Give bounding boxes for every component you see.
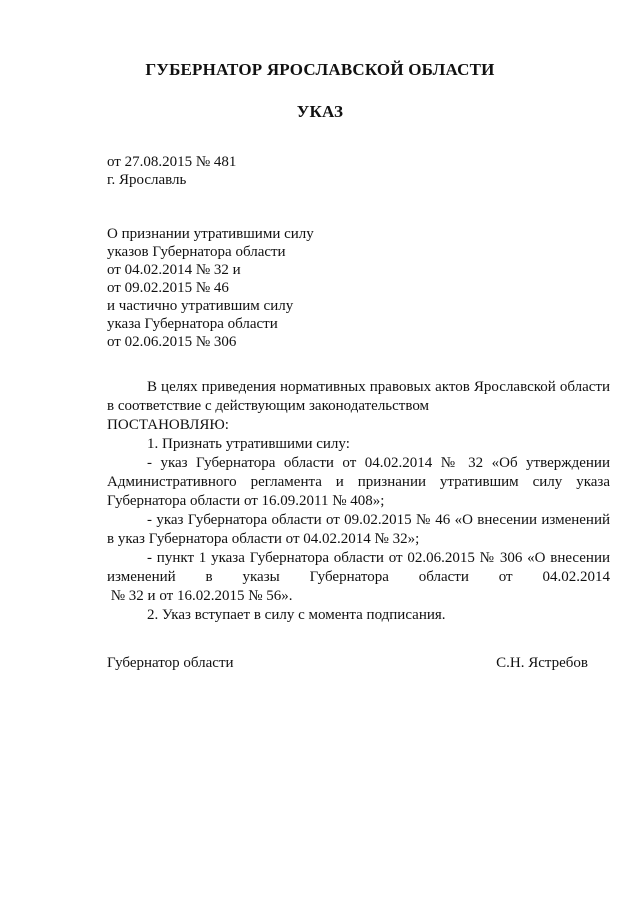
item-1: 1. Признать утратившими силу:: [147, 436, 350, 452]
subject-line: и частично утратившим силу: [107, 298, 294, 314]
repealed-clause-line-2: изменений в указы Губернатора области от 04.02.2014: [107, 569, 610, 585]
subject-line: О признании утратившими силу: [107, 226, 314, 242]
signature-block: [107, 655, 588, 672]
decree-word: ПОСТАНОВЛЯЮ:: [107, 417, 229, 433]
signatory-name: С.Н. Ястребов: [496, 655, 588, 671]
repealed-clause-line-1: - пункт 1 указа Губернатора области от 02.06.2015 № 306 «О внесении: [147, 550, 610, 566]
subject-line: указа Губернатора области: [107, 316, 278, 332]
repealed-decree-1: - указ Губернатора области от 04.02.2014 № 32 «Об утверждении Административного регламента и признании утратившим силу указа Губернатора области от 16.09.2011 № 408»;: [107, 455, 610, 509]
item-2: 2. Указ вступает в силу с момента подписания.: [147, 607, 446, 623]
date-and-number: от 27.08.2015 № 481: [107, 154, 237, 170]
document-body: [107, 378, 610, 625]
city: г. Ярославль: [107, 172, 187, 188]
document-type-heading: УКАЗ: [296, 102, 344, 121]
document-subject: [107, 225, 314, 351]
subject-line: указов Губернатора области: [107, 244, 286, 260]
issuing-authority-heading: ГУБЕРНАТОР ЯРОСЛАВСКОЙ ОБЛАСТИ: [145, 60, 495, 79]
subject-line: от 02.06.2015 № 306: [107, 334, 237, 350]
repealed-decree-2: - указ Губернатора области от 09.02.2015 № 46 «О внесении изменений в указ Губернатора области от 04.02.2014 № 32»;: [107, 512, 610, 547]
signatory-position: Губернатор области: [107, 655, 234, 671]
subject-line: от 09.02.2015 № 46: [107, 280, 229, 296]
document-meta: [107, 153, 236, 189]
subject-line: от 04.02.2014 № 32 и: [107, 262, 241, 278]
repealed-clause-line-3: № 32 и от 16.02.2015 № 56».: [107, 588, 293, 604]
preamble-paragraph: В целях приведения нормативных правовых актов Ярославской области в соответствие с действующим законодательством: [107, 379, 610, 414]
